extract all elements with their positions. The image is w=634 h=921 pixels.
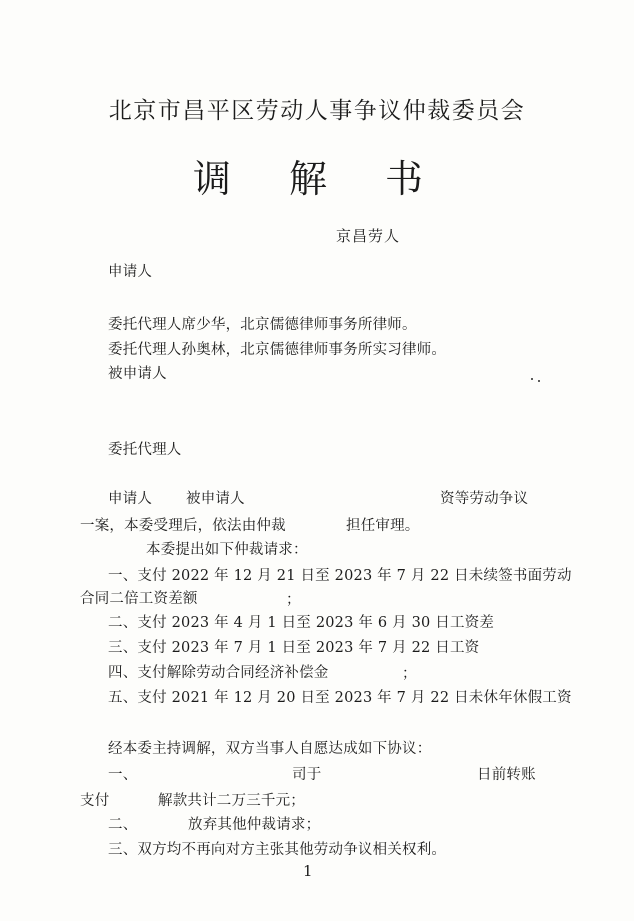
claim-1: 一、支付 2022 年 12 月 21 日至 2023 年 7 月 22 日未续签书面劳动 <box>108 568 572 584</box>
respondent-label: 被申请人 <box>108 366 167 382</box>
mediation-intro: 经本委主持调解，双方当事人自愿达成如下协议： <box>108 741 432 757</box>
agent-line-1: 委托代理人席少华，北京儒德律师事务所律师。 <box>108 317 417 333</box>
case-number: 京昌劳人 <box>336 227 401 245</box>
agent-line-2: 委托代理人孙奥林，北京儒德律师事务所实习律师。 <box>108 342 447 358</box>
facts-line-3: 本委提出如下仲裁请求： <box>146 542 308 558</box>
scan-speck <box>538 380 540 382</box>
organization-title: 北京市昌平区劳动人事争议仲裁委员会 <box>108 98 526 124</box>
facts-respondent: 被申请人 <box>186 491 245 507</box>
applicant-line <box>108 263 152 281</box>
claim-3: 三、支付 2023 年 7 月 1 日至 2023 年 7 月 22 日工资 <box>108 640 480 656</box>
scan-speck <box>531 378 533 380</box>
mediation-item-1-date: 日前转账 <box>477 767 536 783</box>
mediation-item-1-pay: 支付 <box>80 793 110 809</box>
mediation-item-1-num: 一、 <box>108 767 138 783</box>
mediation-item-2-num: 二、 <box>108 817 138 833</box>
applicant-label: 申请人 <box>108 264 153 280</box>
claim-4-punct: ； <box>402 666 417 682</box>
claim-1-cont: 合同二倍工资差额 <box>80 591 198 607</box>
respondent-line <box>108 365 167 383</box>
facts-dispute-type: 资等劳动争议 <box>440 491 529 507</box>
claim-5: 五、支付 2021 年 12 月 20 日至 2023 年 7 月 22 日未休年休假工资 <box>108 690 572 706</box>
facts-line-1 <box>108 490 152 508</box>
document-title: 调解书 <box>192 157 481 201</box>
facts-line-2b: 担任审理。 <box>346 518 420 534</box>
respondent-agent-line: 委托代理人 <box>108 442 182 458</box>
mediation-item-2-text: 放弃其他仲裁请求； <box>188 817 321 833</box>
claim-2: 二、支付 2023 年 4 月 1 日至 2023 年 6 月 30 日工资差 <box>108 615 495 631</box>
mediation-item-1-amount: 解款共计二万三千元； <box>158 793 305 809</box>
facts-applicant: 申请人 <box>108 491 153 507</box>
mediation-item-1-company: 司于 <box>292 767 322 783</box>
claim-4: 四、支付解除劳动合同经济补偿金 <box>108 665 329 681</box>
page-number: 1 <box>303 862 313 880</box>
facts-line-2a: 一案，本委受理后，依法由仲裁 <box>80 518 286 534</box>
mediation-item-3: 三、双方均不再向对方主张其他劳动争议相关权利。 <box>108 842 447 858</box>
claim-1-punct: ； <box>286 592 301 608</box>
